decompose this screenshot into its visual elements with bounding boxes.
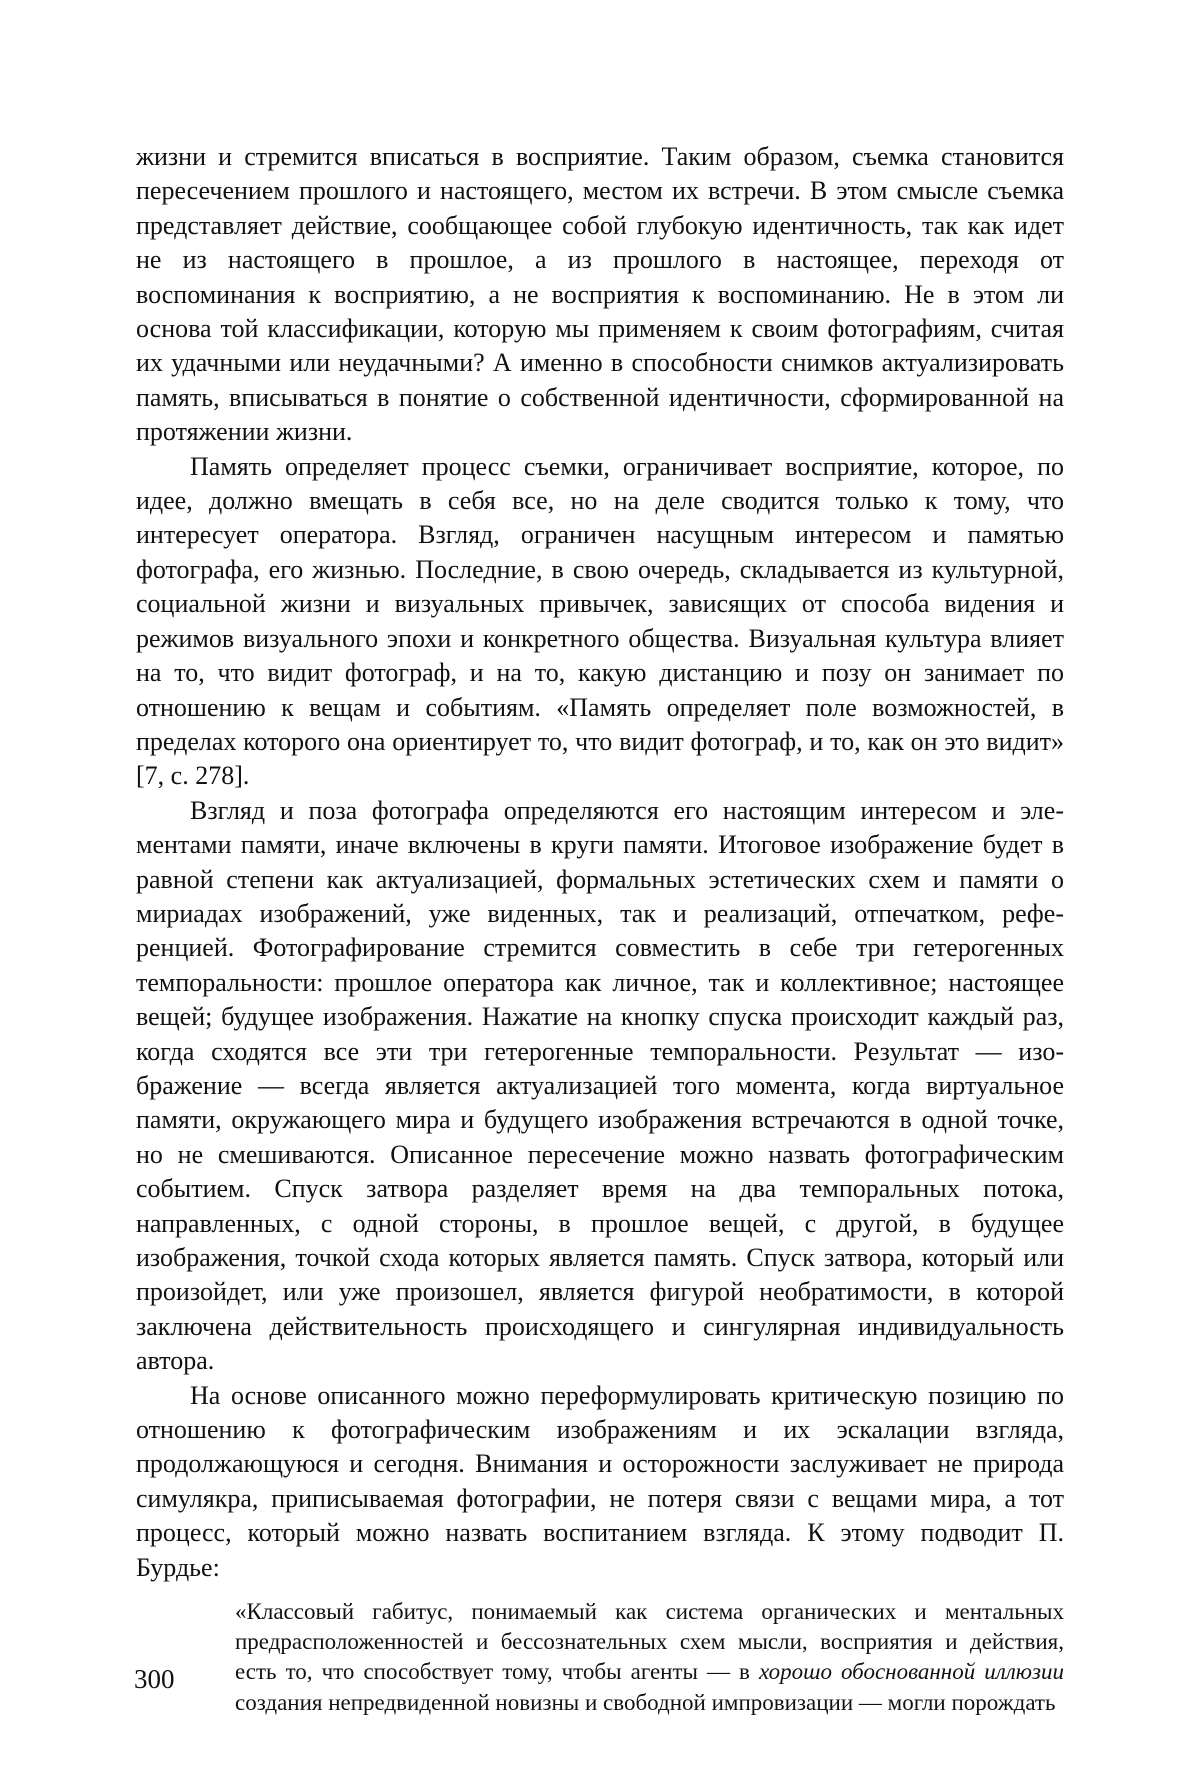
paragraph-4: На основе описанного можно переформулировать критическую позицию по отношению к фотографическим изображениям и их эскалации взгляда, продолжающуюся и сегодня. Внимания и осторожности заслуживает не при­рода симулякра, приписываемая фотографии, не потеря связи с вещами мира, а тот процесс, который можно назвать воспитанием взгляда. К этому подводит П. Бурдье: [136, 1379, 1064, 1585]
quote-text-before: «Классовый габитус, понимаемый как система органических и ментальных предрасположенностей и бессознательных схем мысли, восприятия и действия, есть то, что способствует тому, чтобы агенты — в [235, 1599, 1064, 1684]
quote-text-after: создания непредвиденной новизны и свободной импровизации — могли порождать [235, 1690, 1055, 1715]
paragraph-1: жизни и стремится вписаться в восприятие. Таким образом, съемка становит­ся пересечением прошлого и настоящего, местом их встречи. В этом смысле съемка представляет действие, сообщающее собой глубокую идентичность, так как идет не из настоящего в прошлое, а из прошлого в настоящее, переходя от воспоминания к восприятию, а не восприятия к воспоминанию. Не в этом ли основа той классификации, которую мы применяем к своим фотографиям, считая их удачными или неудачными? А именно в способности снимков ак­туализировать память, вписываться в понятие о собственной идентичности, сформированной на протяжении жизни. [136, 140, 1064, 450]
quote-emphasis: хорошо обоснованной иллюзии [759, 1659, 1064, 1684]
paragraph-2: Память определяет процесс съемки, ограничивает восприятие, которое, по идее, должно вмещать в себя все, но на деле сводится только к тому, что интересует оператора. Взгляд, ограничен насущным интересом и памятью фотографа, его жизнью. Последние, в свою очередь, складывается из куль­турной, социальной жизни и визуальных привычек, зависящих от способа видения и режимов визуального эпохи и конкретного общества. Визуальная культура влияет на то, что видит фотограф, и на то, какую дистанцию и позу он занимает по отношению к вещам и событиям. «Память определяет поле возможностей, в пределах которого она ориентирует то, что видит фотограф, и то, как он это видит» [7, с. 278]. [136, 450, 1064, 794]
paragraph-3: Взгляд и поза фотографа определяются его настоящим интересом и эле­ментами памяти, иначе включены в круги памяти. Итоговое изображение будет в равной степени как актуализацией, формальных эстетических схем и памяти о мириадах изображений, уже виденных, так и реализаций, отпечатком, рефе­ренцией. Фотографирование стремится совместить в себе три гетерогенных темпоральности: прошлое оператора как личное, так и коллективное; настоящее вещей; будущее изображения. Нажатие на кнопку спуска происходит каждый раз, когда сходятся все эти три гетерогенные темпоральности. Результат — изо­бражение — всегда является актуализацией того момента, когда виртуальное памяти, окружающего мира и будущего изображения встречаются в одной точке, но не смешиваются. Описанное пересечение можно назвать фотогра­фическим событием. Спуск затвора разделяет время на два темпоральных потока, направленных, с одной стороны, в прошлое вещей, с другой, в будущее изображения, точкой схода которых является память. Спуск затвора, кото­рый или произойдет, или уже произошел, является фигурой необратимости, в которой заключена действительность происходящего и сингулярная инди­видуальность автора. [136, 794, 1064, 1379]
block-quote [235, 1597, 1064, 1718]
page-number: 300 [134, 1664, 175, 1694]
page-body [136, 140, 1064, 1718]
